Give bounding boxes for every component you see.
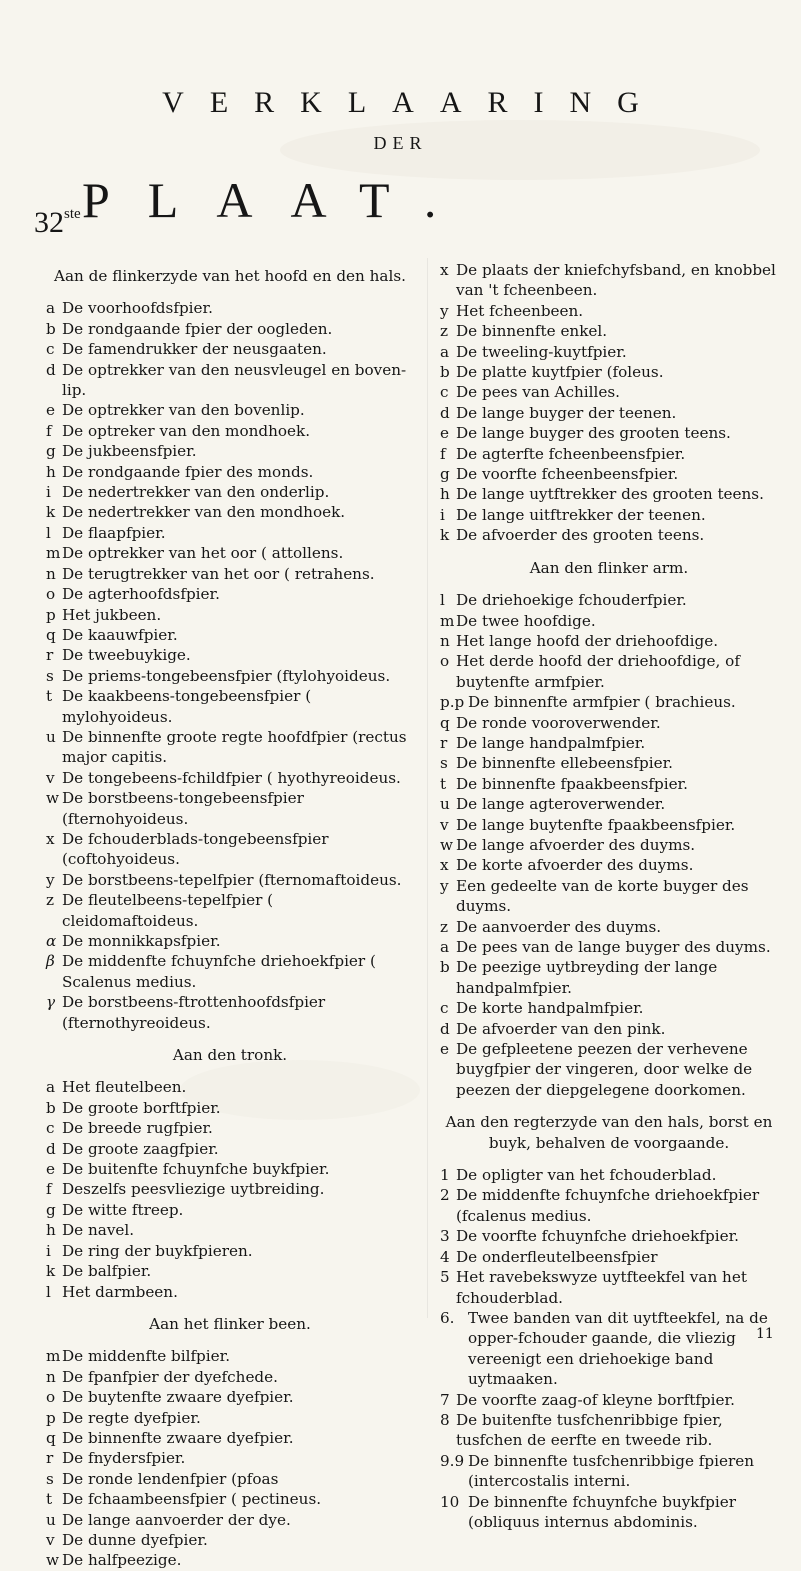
legend-item (440, 423, 778, 443)
legend-key: q (440, 713, 450, 732)
legend-item (46, 605, 414, 625)
legend-item (46, 1200, 414, 1220)
legend-text: De binnenfte fpaakbeensfpier. (456, 774, 688, 793)
legend-item (46, 890, 414, 931)
legend-key: k (46, 503, 56, 522)
legend-text: De lange handpalmfpier. (456, 733, 646, 752)
legend-key: i (46, 1241, 51, 1260)
legend-text: De kaakbeens-tongebeensfpier ( mylohyoideus. (62, 687, 312, 726)
legend-item (440, 692, 778, 712)
legend-key: f (46, 1180, 52, 1199)
legend-text: De optreker van den mondhoek. (62, 421, 311, 440)
legend-key: z (440, 917, 449, 936)
legend-item (46, 1220, 414, 1240)
legend-text: De binnenfte fchuynfche buykfpier (obliquus internus abdominis. (468, 1492, 736, 1531)
section-heading: Aan de flinkerzyde van het hoofd en den hals. (54, 267, 406, 285)
legend-text: De binnenfte tusfchenribbige fpieren (intercostalis interni. (468, 1451, 754, 1491)
legend-item (440, 774, 778, 794)
legend-text: De korte handpalmfpier. (456, 999, 644, 1018)
legend-text: De buitenfte tusfchenribbige fpier, tusfchen de eerfte en tweede rib. (456, 1410, 723, 1450)
legend-text: De nedertrekker van den onderlip. (62, 483, 330, 502)
legend-item (46, 686, 414, 727)
legend-text: De opligter van het fchouderblad. (456, 1166, 717, 1185)
legend-key: q (46, 625, 56, 644)
legend-key: x (440, 261, 449, 279)
legend-item (46, 502, 414, 522)
legend-item (440, 713, 778, 733)
legend-item (46, 1346, 414, 1366)
legend-text: De lange afvoerder des duyms. (456, 835, 696, 854)
legend-text: De binnenfte zwaare dyefpier. (62, 1428, 294, 1447)
legend-item (46, 523, 414, 543)
legend-text: De witte ftreep. (62, 1200, 184, 1219)
legend-key: c (46, 1119, 55, 1138)
legend-key: w (46, 1551, 59, 1570)
legend-text: De buytenfte zwaare dyefpier. (62, 1388, 294, 1407)
legend-text: De binnenfte groote regte hoofdfpier (rectus major capitis. (62, 727, 407, 767)
legend-item (440, 835, 778, 855)
legend-item (440, 1165, 778, 1185)
legend-key: α (46, 932, 57, 950)
legend-item (46, 543, 414, 563)
legend-key: z (46, 891, 55, 910)
legend-item (440, 525, 778, 545)
legend-key: v (440, 815, 449, 834)
legend-item (440, 815, 778, 835)
legend-text: Het derde hoofd der driehoofdige, of buytenfte armfpier. (456, 652, 740, 691)
legend-text: De dunne dyefpier. (62, 1530, 208, 1549)
legend-key: h (440, 485, 450, 504)
legend-item (440, 1492, 778, 1533)
legend-key: t (46, 687, 53, 706)
legend-item (440, 590, 778, 610)
legend-text: De agterfte fcheenbeensfpier. (456, 444, 686, 463)
legend-item (46, 931, 414, 951)
legend-item (46, 319, 414, 339)
legend-text: De fnydersfpier. (62, 1449, 186, 1468)
legend-text: De binnenfte ellebeensfpier. (456, 754, 674, 773)
legend-item (46, 992, 414, 1033)
legend-key: b (440, 363, 450, 382)
legend-text: De aanvoerder des duyms. (456, 917, 662, 936)
legend-key: n (440, 631, 450, 650)
legend-text: De lange agteroverwender. (456, 795, 666, 814)
legend-key: q (46, 1428, 56, 1447)
legend-text: De voorfte fcheenbeensfpier. (456, 465, 679, 484)
legend-key: 6. (440, 1308, 455, 1327)
legend-text: De fpanfpier der dyefchede. (62, 1367, 278, 1386)
legend-item (46, 462, 414, 482)
legend-item (46, 584, 414, 604)
legend-text: De lange uytftrekker des grooten teens. (456, 485, 764, 504)
legend-text: Het fleutelbeen. (62, 1078, 187, 1097)
legend-item (46, 1241, 414, 1261)
legend-item (440, 1019, 778, 1039)
legend-item (440, 1226, 778, 1246)
legend-item (440, 733, 778, 753)
legend-key: f (440, 444, 446, 463)
legend-text: De terugtrekker van het oor ( retrahens. (62, 564, 375, 583)
legend-text: De agterhoofdsfpier. (62, 585, 220, 604)
legend-text: De optrekker van den bovenlip. (62, 401, 305, 420)
legend-item (46, 727, 414, 768)
legend-key: 2 (440, 1186, 450, 1205)
legend-item (440, 1185, 778, 1226)
legend-key: a (46, 299, 56, 318)
legend-item (440, 1390, 778, 1410)
legend-item (46, 666, 414, 686)
legend-item (440, 1451, 778, 1492)
legend-item (46, 1469, 414, 1489)
legend-text: De platte kuytfpier (foleus. (456, 363, 664, 382)
legend-key: d (440, 1019, 450, 1038)
legend-key: t (46, 1490, 53, 1509)
legend-key: c (46, 340, 55, 359)
legend-key: s (440, 754, 448, 773)
plate-suffix: ste (64, 206, 81, 222)
legend-key: u (46, 1510, 56, 1529)
legend-text: De binnenfte enkel. (456, 322, 608, 341)
legend-key: b (46, 319, 56, 338)
legend-item (440, 1039, 778, 1100)
legend-key: 7 (440, 1390, 450, 1409)
left-column (46, 260, 414, 1571)
legend-key: 9.9 (440, 1451, 465, 1470)
legend-key: p (46, 1408, 56, 1427)
legend-key: g (46, 442, 56, 461)
legend-text: Het lange hoofd der driehoofdige. (456, 631, 719, 650)
legend-text: De plaats der kniefchyfsband, en knobbel van 't fcheenbeen. (456, 261, 776, 300)
section-heading: Aan den regterzyde van den hals, borst en buyk, behalven de voorgaande. (445, 1113, 773, 1152)
legend-item (46, 951, 414, 992)
legend-text: De korte afvoerder des duyms. (456, 856, 694, 875)
legend-item (46, 1077, 414, 1097)
legend-key: s (46, 1469, 54, 1488)
legend-text: Een gedeelte van de korte buyger des duyms. (456, 876, 749, 916)
legend-key: m (46, 1347, 61, 1366)
legend-item (46, 768, 414, 788)
legend-text: De middenfte fchuynfche driehoekfpier ( Scalenus medius. (62, 952, 376, 991)
legend-item (46, 298, 414, 318)
legend-text: De pees van de lange buyger des duyms. (456, 938, 771, 956)
legend-text: Deszelfs peesvliezige uytbreiding. (62, 1180, 325, 1199)
legend-text: De optrekker van het oor ( attollens. (62, 544, 344, 563)
legend-key: m (46, 544, 61, 563)
legend-item (46, 1489, 414, 1509)
legend-item (440, 484, 778, 504)
legend-item (46, 1139, 414, 1159)
legend-key: l (440, 591, 445, 610)
legend-item (440, 753, 778, 773)
legend-key: h (46, 1221, 56, 1240)
legend-key: 8 (440, 1410, 450, 1429)
legend-key: z (440, 322, 449, 341)
legend-item (46, 829, 414, 870)
legend-key: i (46, 483, 51, 502)
legend-text: De ronde lendenfpier (pfoas (62, 1469, 279, 1488)
legend-item (440, 998, 778, 1018)
legend-text: De balfpier. (62, 1262, 152, 1281)
legend-item (46, 1428, 414, 1448)
legend-text: De middenfte bilfpier. (62, 1347, 231, 1366)
legend-key: e (440, 1040, 449, 1059)
legend-item (46, 441, 414, 461)
legend-text: De tongebeens-fchildfpier ( hyothyreoideus. (62, 768, 401, 787)
legend-item (440, 937, 778, 957)
legend-key: u (46, 727, 56, 746)
legend-text: De borstbeens-tongebeensfpier (fternohyoideus. (62, 789, 304, 828)
legend-text: De lange buyger des grooten teens. (456, 424, 731, 443)
legend-key: w (440, 835, 453, 854)
legend-key: m (440, 611, 455, 630)
legend-text: Het darmbeen. (62, 1282, 178, 1301)
legend-key: o (46, 585, 56, 604)
legend-item (440, 321, 778, 341)
legend-text: De lange uitftrekker der teenen. (456, 505, 706, 524)
legend-text: De regte dyefpier. (62, 1408, 201, 1427)
legend-key: γ (46, 993, 56, 1012)
legend-item (46, 564, 414, 584)
legend-text: De priems-tongebeensfpier (ftylohyoideus. (62, 666, 391, 685)
legend-key: b (46, 1098, 56, 1117)
legend-key: a (46, 1078, 56, 1097)
legend-item (46, 1098, 414, 1118)
legend-key: g (46, 1200, 56, 1219)
legend-text: De fchaambeensfpier ( pectineus. (62, 1490, 322, 1509)
legend-key: n (46, 1367, 56, 1386)
legend-text: De breede rugfpier. (62, 1119, 213, 1138)
legend-key: k (46, 1262, 56, 1281)
legend-key: e (440, 424, 449, 443)
legend-key: o (440, 652, 450, 671)
plate-number: 32ste (34, 206, 81, 239)
legend-key: s (46, 666, 54, 685)
legend-text: De voorhoofdsfpier. (62, 299, 213, 318)
legend-item (46, 1282, 414, 1302)
legend-text: De voorfte fchuynfche driehoekfpier. (456, 1227, 739, 1246)
legend-text: De voorfte zaag-of kleyne borftfpier. (456, 1390, 735, 1409)
legend-item (440, 1308, 778, 1390)
legend-text: De binnenfte armfpier ( brachieus. (468, 693, 736, 712)
legend-key: f (46, 421, 52, 440)
legend-key: 3 (440, 1227, 450, 1246)
legend-text: De nedertrekker van den mondhoek. (62, 503, 346, 522)
section-heading: Aan het flinker been. (149, 1314, 311, 1333)
legend-text: De rondgaande fpier der oogleden. (62, 319, 333, 338)
legend-text: De rondgaande fpier des monds. (62, 462, 314, 481)
legend-text: De navel. (62, 1221, 135, 1240)
legend-item (46, 1550, 414, 1570)
legend-key: β (46, 952, 55, 971)
legend-item (440, 362, 778, 382)
legend-text: De fleutelbeens-tepelfpier ( cleidomaftoideus. (62, 891, 274, 930)
legend-key: p.p (440, 693, 465, 712)
plate-word: PLAAT. (82, 172, 475, 228)
legend-key: 4 (440, 1247, 450, 1266)
legend-text: Het fcheenbeen. (456, 301, 584, 320)
legend-text: De groote zaagfpier. (62, 1139, 219, 1158)
plate-title (34, 172, 762, 239)
legend-text: De driehoekige fchouderfpier. (456, 591, 687, 610)
title-verklaring: VERKLAARING (162, 86, 665, 119)
legend-text: De fchouderblads-tongebeensfpier (coftohyoideus. (62, 829, 329, 869)
legend-item (46, 788, 414, 829)
legend-item (46, 1448, 414, 1468)
legend-text: Twee banden van dit uytfteekfel, na de opper-fchouder gaande, die vliezig vereenigt een driehoekige band uytmaaken. (468, 1308, 768, 1389)
legend-key: c (440, 383, 449, 402)
legend-text: De monnikkapsfpier. (62, 932, 221, 950)
legend-text: Het jukbeen. (62, 605, 162, 624)
legend-key: w (46, 789, 59, 808)
legend-item (46, 339, 414, 359)
legend-text: De afvoerder van den pink. (456, 1019, 666, 1038)
legend-item (440, 382, 778, 402)
legend-item (46, 1387, 414, 1407)
legend-text: De pees van Achilles. (456, 383, 620, 402)
legend-item (46, 1118, 414, 1138)
legend-text: De groote borftfpier. (62, 1098, 221, 1117)
legend-key: y (46, 870, 55, 889)
legend-key: h (46, 462, 56, 481)
legend-item (46, 1179, 414, 1199)
legend-key: b (440, 958, 450, 977)
legend-text: De flaapfpier. (62, 523, 166, 542)
legend-item (46, 1408, 414, 1428)
legend-key: d (46, 360, 56, 379)
legend-key: i (440, 505, 445, 524)
legend-key: 10 (440, 1492, 460, 1511)
legend-key: x (440, 856, 449, 875)
legend-item (440, 1267, 778, 1308)
legend-text: De ring der buykfpieren. (62, 1241, 253, 1260)
section-heading: Aan den flinker arm. (529, 558, 689, 577)
legend-key: x (46, 829, 55, 848)
legend-key: v (46, 768, 55, 787)
legend-key: r (46, 1449, 54, 1468)
legend-text: De lange aanvoerder der dye. (62, 1510, 291, 1529)
legend-text: De onderfleutelbeensfpier (456, 1247, 658, 1266)
legend-key: a (440, 938, 450, 956)
legend-text: De borstbeens-ftrottenhoofdsfpier (fternothyreoideus. (62, 993, 326, 1032)
legend-item (440, 651, 778, 692)
legend-item (46, 645, 414, 665)
legend-text: De tweebuykige. (62, 646, 191, 665)
legend-item (46, 1530, 414, 1550)
legend-key: r (440, 733, 448, 752)
legend-item (46, 360, 414, 401)
legend-text: De gefpleetene peezen der verhevene buygfpier der vingeren, door welke de peezen der diepgelegene doorkomen. (456, 1040, 753, 1099)
legend-key: 5 (440, 1268, 450, 1287)
legend-item (440, 444, 778, 464)
legend-key: u (440, 795, 450, 814)
title-der: DER (373, 133, 428, 153)
right-column (440, 260, 778, 1532)
legend-item (440, 301, 778, 321)
legend-item (440, 403, 778, 423)
legend-item (440, 876, 778, 917)
legend-key: o (46, 1388, 56, 1407)
legend-item (440, 611, 778, 631)
legend-item (46, 625, 414, 645)
legend-text: De optrekker van den neusvleugel en boven-lip. (62, 360, 407, 400)
legend-item (46, 421, 414, 441)
legend-item (440, 1247, 778, 1267)
legend-key: 1 (440, 1166, 450, 1185)
legend-item (440, 260, 778, 301)
legend-key: e (46, 1160, 55, 1179)
legend-text: De jukbeensfpier. (62, 442, 197, 461)
legend-key: g (440, 465, 450, 484)
legend-key: c (440, 999, 449, 1018)
legend-text: De borstbeens-tepelfpier (fternomaftoideus. (62, 870, 402, 889)
legend-key: d (440, 403, 450, 422)
column-divider (427, 258, 428, 1318)
legend-key: e (46, 401, 55, 420)
legend-key: v (46, 1530, 55, 1549)
section-heading: Aan den tronk. (172, 1046, 288, 1065)
legend-text: De lange buyger der teenen. (456, 403, 677, 422)
legend-item (46, 1510, 414, 1530)
legend-item (440, 342, 778, 362)
page-number: 11 (756, 1326, 774, 1342)
legend-item (440, 505, 778, 525)
legend-text: De buitenfte fchuynfche buykfpier. (62, 1160, 330, 1179)
legend-text: De lange buytenfte fpaakbeensfpier. (456, 815, 736, 834)
legend-text: De kaauwfpier. (62, 625, 178, 644)
legend-key: d (46, 1139, 56, 1158)
legend-item (46, 1367, 414, 1387)
legend-item (46, 870, 414, 890)
legend-text: De middenfte fchuynfche driehoekfpier (fcalenus medius. (456, 1186, 760, 1225)
legend-key: y (440, 301, 449, 320)
legend-key: l (46, 523, 51, 542)
legend-item (440, 631, 778, 651)
legend-item (440, 957, 778, 998)
legend-item (46, 482, 414, 502)
legend-text: De peezige uytbreyding der lange handpalmfpier. (456, 958, 718, 997)
legend-item (46, 1261, 414, 1281)
legend-item (440, 855, 778, 875)
legend-text: De halfpeezige. (62, 1551, 182, 1570)
legend-item (46, 400, 414, 420)
legend-text: De ronde vooroverwender. (456, 713, 661, 732)
legend-key: a (440, 342, 450, 361)
legend-key: r (46, 646, 54, 665)
legend-text: De afvoerder des grooten teens. (456, 526, 705, 545)
legend-key: l (46, 1282, 51, 1301)
legend-item (440, 1410, 778, 1451)
legend-text: Het ravebekswyze uytfteekfel van het fchouderblad. (456, 1268, 747, 1307)
legend-key: k (440, 526, 450, 545)
legend-item (440, 464, 778, 484)
legend-text: De famendrukker der neusgaaten. (62, 340, 327, 359)
legend-key: n (46, 564, 56, 583)
legend-text: De twee hoofdige. (456, 611, 596, 630)
legend-key: y (440, 876, 449, 895)
legend-text: De tweeling-kuytfpier. (456, 342, 627, 361)
legend-item (46, 1159, 414, 1179)
legend-item (440, 917, 778, 937)
legend-item (440, 794, 778, 814)
legend-key: t (440, 774, 447, 793)
legend-key: p (46, 605, 56, 624)
